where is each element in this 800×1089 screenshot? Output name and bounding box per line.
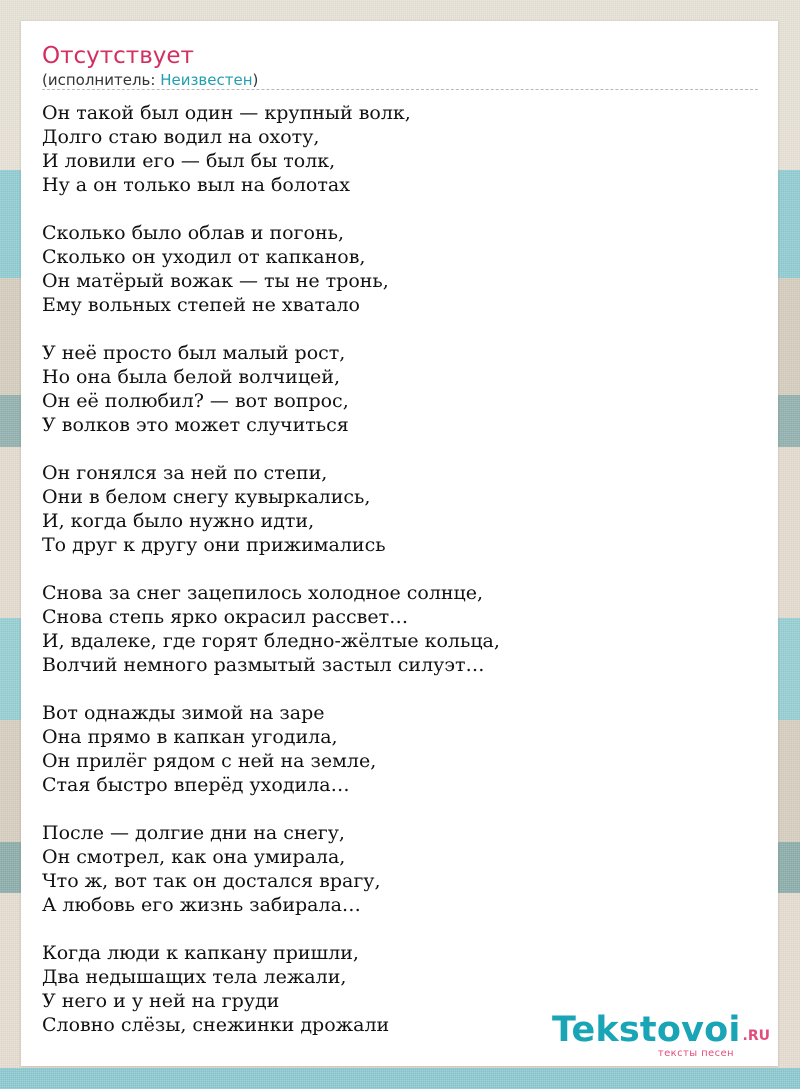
stanza (42, 101, 758, 197)
stanza (42, 461, 758, 557)
lyric-line: Он её полюбил? — вот вопрос, (42, 390, 349, 412)
lyric-line: Он такой был один — крупный волк, (42, 102, 411, 124)
lyric-line: Волчий немного размытый застыл силуэт… (42, 654, 485, 676)
logo-wordmark (552, 1010, 770, 1050)
lyric-line: Два недышащих тела лежали, (42, 966, 347, 988)
lyric-line: Снова степь ярко окрасил рассвет… (42, 606, 409, 628)
lyric-line: Она прямо в капкан угодила, (42, 726, 338, 748)
stanza (42, 221, 758, 317)
lyric-line: И, вдалеке, где горят бледно-жёлтые кольца, (42, 630, 500, 652)
lyric-line: Он прилёг рядом с ней на земле, (42, 750, 377, 772)
header-divider (42, 89, 758, 90)
lyric-line: Он гонялся за ней по степи, (42, 462, 328, 484)
lyric-line: Сколько он уходил от капканов, (42, 246, 366, 268)
lyric-line: Когда люди к капкану пришли, (42, 942, 359, 964)
lyric-line: Они в белом снегу кувыркались, (42, 486, 371, 508)
lyrics-card (21, 21, 778, 1066)
site-logo[interactable] (552, 1010, 770, 1059)
lyric-line: Вот однажды зимой на заре (42, 702, 325, 724)
lyric-line: Он смотрел, как она умирала, (42, 846, 346, 868)
lyric-line: А любовь его жизнь забирала… (42, 894, 361, 916)
lyric-line: У волков это может случиться (42, 414, 349, 436)
logo-tagline: тексты песен (657, 1048, 734, 1059)
lyric-line: После — долгие дни на снегу, (42, 822, 345, 844)
logo-name: Tekstovoi (552, 1010, 741, 1050)
lyric-line: И, когда было нужно идти, (42, 510, 315, 532)
lyric-line: Он матёрый вожак — ты не тронь, (42, 270, 389, 292)
lyric-line: Но она была белой волчицей, (42, 366, 341, 388)
logo-tld: .RU (742, 1028, 770, 1044)
artist-prefix: (исполнитель: (42, 71, 161, 89)
lyric-line: Что ж, вот так он достался врагу, (42, 870, 381, 892)
artist-line (42, 71, 258, 89)
lyrics-body (42, 101, 758, 1061)
lyric-line: Словно слёзы, снежинки дрожали (42, 1014, 390, 1036)
stanza (42, 581, 758, 677)
lyric-line: То друг к другу они прижимались (42, 534, 386, 556)
song-title: Отсутствует (42, 43, 194, 69)
lyric-line: Снова за снег зацепилось холодное солнце, (42, 582, 484, 604)
lyric-line: Ему вольных степей не хватало (42, 294, 360, 316)
lyric-line: Сколько было облав и погонь, (42, 222, 344, 244)
lyric-line: У него и у ней на груди (42, 990, 280, 1012)
stanza (42, 341, 758, 437)
artist-link[interactable]: Неизвестен (160, 71, 253, 89)
lyric-line: Ну а он только выл на болотах (42, 174, 350, 196)
lyric-line: У неё просто был малый рост, (42, 342, 346, 364)
lyric-line: И ловили его — был бы толк, (42, 150, 336, 172)
lyric-line: Долго стаю водил на охоту, (42, 126, 320, 148)
stanza (42, 701, 758, 797)
stanza (42, 821, 758, 917)
lyric-line: Стая быстро вперёд уходила… (42, 774, 350, 796)
artist-suffix: ) (252, 71, 259, 89)
